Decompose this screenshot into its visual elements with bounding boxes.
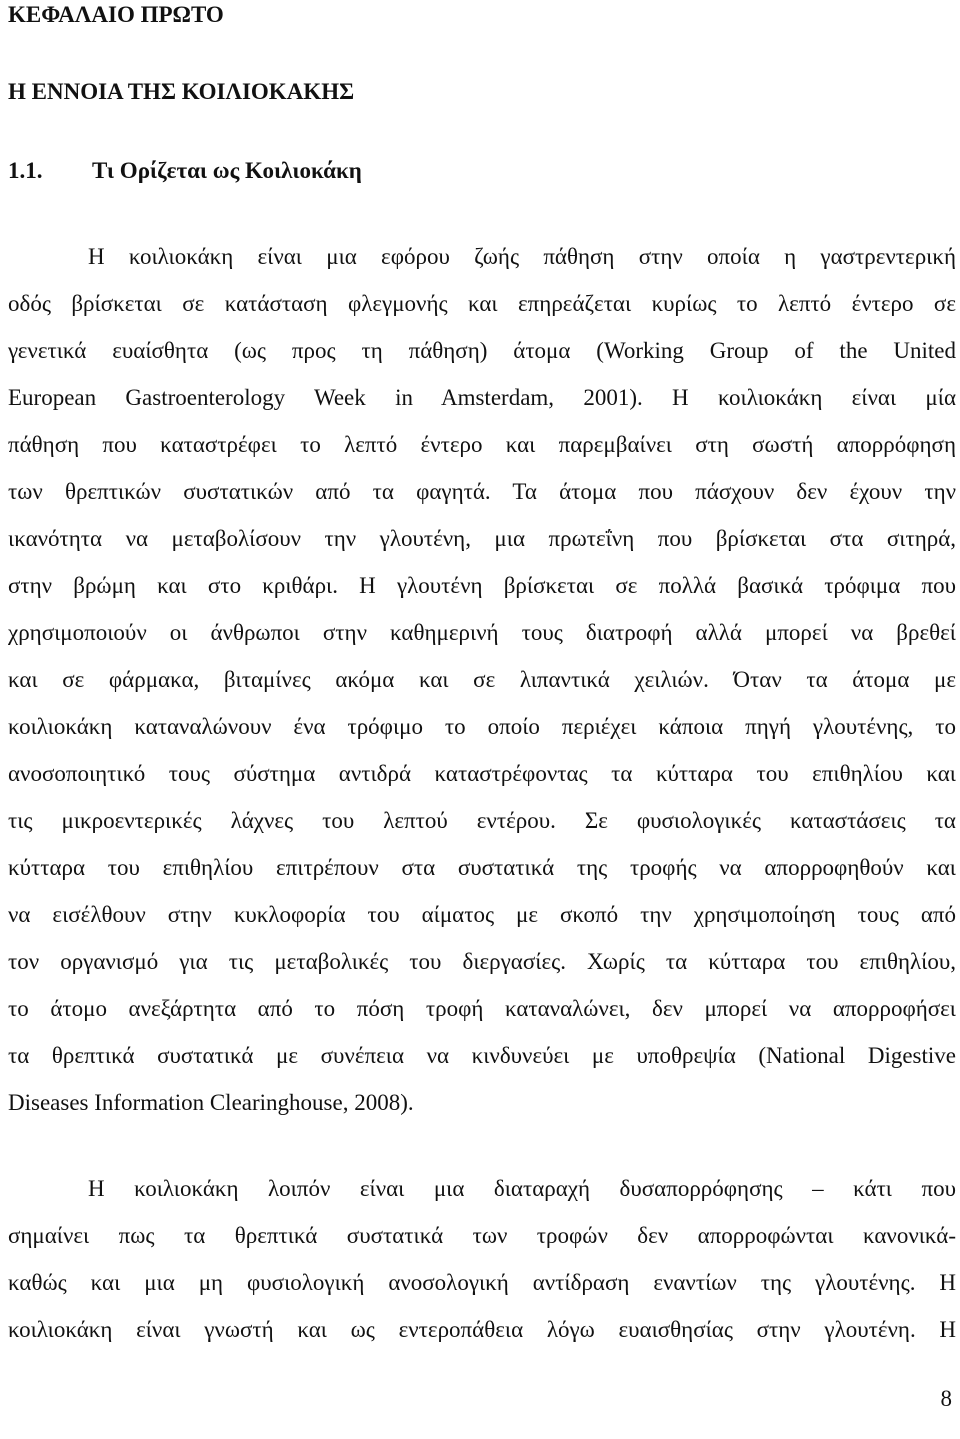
paragraph-line: ικανότητα να μεταβολίσουν την γλουτένη, μια πρωτεΐνη που βρίσκεται στα σιτηρά, [8,526,956,551]
paragraph-line: σημαίνει πως τα θρεπτικά συστατικά των τροφών δεν απορροφώνται κανονικά- [8,1223,956,1248]
paragraph-line: κοιλιοκάκη καταναλώνουν ένα τρόφιμο το οποίο περιέχει κάποια πηγή γλουτένης, το [8,714,956,739]
paragraph-line: τις μικροεντερικές λάχνες του λεπτού εντέρου. Σε φυσιολογικές καταστάσεις τα [8,808,956,833]
paragraph-line: τα θρεπτικά συστατικά με συνέπεια να κινδυνεύει με υποθρεψία (National Digestive [8,1043,956,1068]
paragraph-line: κοιλιοκάκη είναι γνωστή και ως εντεροπάθεια λόγω ευαισθησίας στην γλουτένη. Η [8,1317,956,1342]
paragraph-line: κύτταρα του επιθηλίου επιτρέπουν στα συστατικά της τροφής να απορροφηθούν και [8,855,956,880]
section-title: Τι Ορίζεται ως Κοιλιοκάκη [92,158,362,183]
section-heading [8,156,362,186]
paragraph-line: Η κοιλιοκάκη είναι μια εφόρου ζωής πάθηση στην οποία η γαστρεντερική [88,244,956,269]
section-number: 1.1. [8,158,43,183]
paragraph-line: οδός βρίσκεται σε κατάσταση φλεγμονής και επηρεάζεται κυρίως το λεπτό έντερο σε [8,291,956,316]
body-paragraph-2 [8,1165,956,1353]
paragraph-line: καθώς και μια μη φυσιολογική ανοσολογική αντίδραση εναντίων της γλουτένης. Η [8,1270,956,1295]
paragraph-line: των θρεπτικών συστατικών από τα φαγητά. Τα άτομα που πάσχουν δεν έχουν την [8,479,956,504]
paragraph-line: χρησιμοποιούν οι άνθρωποι στην καθημερινή τους διατροφή αλλά μπορεί να βρεθεί [8,620,956,645]
paragraph-line: στην βρώμη και στο κριθάρι. Η γλουτένη βρίσκεται σε πολλά βασικά τρόφιμα που [8,573,956,598]
chapter-heading: ΚΕΦΑΛΑΙΟ ΠΡΩΤΟ [8,2,224,27]
chapter-title: Η ΕΝΝΟΙΑ ΤΗΣ ΚΟΙΛΙΟΚΑΚΗΣ [8,79,355,104]
paragraph-line: πάθηση που καταστρέφει το λεπτό έντερο και παρεμβαίνει στη σωστή απορρόφηση [8,432,956,457]
paragraph-line: ανοσοποιητικό τους σύστημα αντιδρά καταστρέφοντας τα κύτταρα του επιθηλίου και [8,761,956,786]
body-paragraph-1 [8,233,956,1126]
paragraph-line: τον οργανισμό για τις μεταβολικές του διεργασίες. Χωρίς τα κύτταρα του επιθηλίου, [8,949,956,974]
paragraph-line: γενετικά ευαίσθητα (ως προς τη πάθηση) άτομα (Working Group of the United [8,338,956,363]
page-number: 8 [940,1386,952,1411]
paragraph-line: και σε φάρμακα, βιταμίνες ακόμα και σε λιπαντικά χειλιών. Όταν τα άτομα με [8,667,956,692]
paragraph-line: το άτομο ανεξάρτητα από το πόση τροφή καταναλώνει, δεν μπορεί να απορροφήσει [8,996,956,1021]
paragraph-line: Η κοιλιοκάκη λοιπόν είναι μια διαταραχή δυσαπορρόφησης – κάτι που [88,1176,956,1201]
paragraph-line: να εισέλθουν στην κυκλοφορία του αίματος με σκοπό την χρησιμοποίηση τους από [8,902,956,927]
paragraph-line: European Gastroenterology Week in Amsterdam, 2001). Η κοιλιοκάκη είναι μία [8,385,956,410]
paragraph-line: Diseases Information Clearinghouse, 2008). [8,1090,414,1115]
